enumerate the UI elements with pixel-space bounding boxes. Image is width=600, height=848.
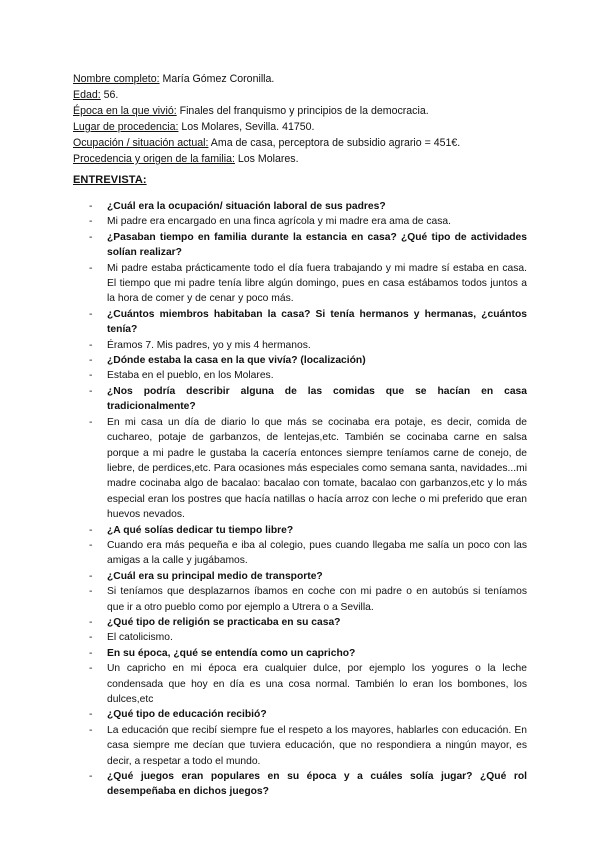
info-value: Finales del franquismo y principios de la democracia. [176,105,429,117]
interview-question: - En su época, ¿qué se entendía como un capricho? [89,646,527,661]
info-label: Ocupación / situación actual: [73,137,209,149]
interview-question: - ¿Qué juegos eran populares en su época y a cuáles solía jugar? ¿Qué rol desempeñaba en dichos juegos? [89,769,527,800]
personal-info [73,71,543,167]
info-label: Procedencia y origen de la familia: [73,153,235,165]
interview-question: - ¿Nos podría describir alguna de las comidas que se hacían en casa tradicionalmente? [89,384,527,415]
interview-question: - ¿Cuántos miembros habitaban la casa? Si tenía hermanos y hermanas, ¿cuántos tenía? [89,307,527,338]
info-value: Ama de casa, perceptora de subsidio agrario = 451€. [208,137,461,149]
info-lugar [73,119,543,135]
info-value: 56. [100,89,119,101]
info-value: Los Molares, Sevilla. 41750. [178,121,315,133]
info-label: Época en la que vivió: [73,105,177,117]
interview-answer: - El catolicismo. [89,630,527,645]
interview-answer: - Estaba en el pueblo, en los Molares. [89,368,527,383]
interview-question: - ¿Qué tipo de educación recibió? [89,707,527,722]
interview-question: - ¿Cuál era su principal medio de transporte? [89,569,527,584]
section-heading: ENTREVISTA: [73,174,147,186]
interview-question: - ¿Dónde estaba la casa en la que vivía? (localización) [89,353,527,368]
info-label: Nombre completo: [73,73,160,85]
info-label: Lugar de procedencia: [73,121,179,133]
info-edad [73,87,543,103]
interview-answer: - Un capricho en mi época era cualquier dulce, por ejemplo los yogures o la leche condensada que hoy en día es una cosa normal. También lo eran los bombones, los dulces,etc [89,661,527,707]
interview-answer: - Mi padre estaba prácticamente todo el día fuera trabajando y mi madre sí estaba en casa. El tiempo que mi padre tenía libre algún domingo, pues en casa estábamos todos juntos a la hora de comer y de cenar y poco más. [89,261,527,307]
info-procedencia [73,151,543,167]
interview-answer: - Éramos 7. Mis padres, yo y mis 4 hermanos. [89,338,527,353]
interview-question: - ¿Cuál era la ocupación/ situación laboral de sus padres? [89,199,527,214]
interview-question: - ¿A qué solías dedicar tu tiempo libre? [89,523,527,538]
info-epoca [73,103,543,119]
info-label: Edad: [73,89,101,101]
interview-question: - ¿Pasaban tiempo en familia durante la estancia en casa? ¿Qué tipo de actividades solían realizar? [89,230,527,261]
interview-answer: - Si teníamos que desplazarnos íbamos en coche con mi padre o en autobús si teníamos que ir a otro pueblo como por ejemplo a Utrera o a Sevilla. [89,584,527,615]
info-value: María Gómez Coronilla. [159,73,275,85]
interview-answer: - La educación que recibí siempre fue el respeto a los mayores, hablarles con educación. En casa siempre me decían que tuviera educación, que no respondiera a ningún mayor, es decir, a respetar a todo el mundo. [89,723,527,769]
interview-question: - ¿Qué tipo de religión se practicaba en su casa? [89,615,527,630]
info-ocupacion [73,135,543,151]
info-value: Los Molares. [234,153,299,165]
interview-answer: - En mi casa un día de diario lo que más se cocinaba era potaje, es decir, comida de cuchareo, potaje de garbanzos, de lentejas,etc. También se cocinaba carne en salsa porque a mi padre le gustaba la cacería entonces siempre teníamos carne de conejo, de liebre, de perdices,etc. Para ocasiones más especiales como semana santa, navidades...mi madre cocinaba algo de bacalao: bacalao con tomate, bacalao con garbanzos,etc y lo más especial eran los postres que hacía natillas o hacía arroz con leche o mi preferido que eran huevos nevados. [89,415,527,523]
interview-answer: - Mi padre era encargado en una finca agrícola y mi madre era ama de casa. [89,214,527,229]
interview-list [89,199,527,800]
interview-answer: - Cuando era más pequeña e iba al colegio, pues cuando llegaba me salía un poco con las amigas a la calle y jugábamos. [89,538,527,569]
info-nombre [73,71,543,87]
